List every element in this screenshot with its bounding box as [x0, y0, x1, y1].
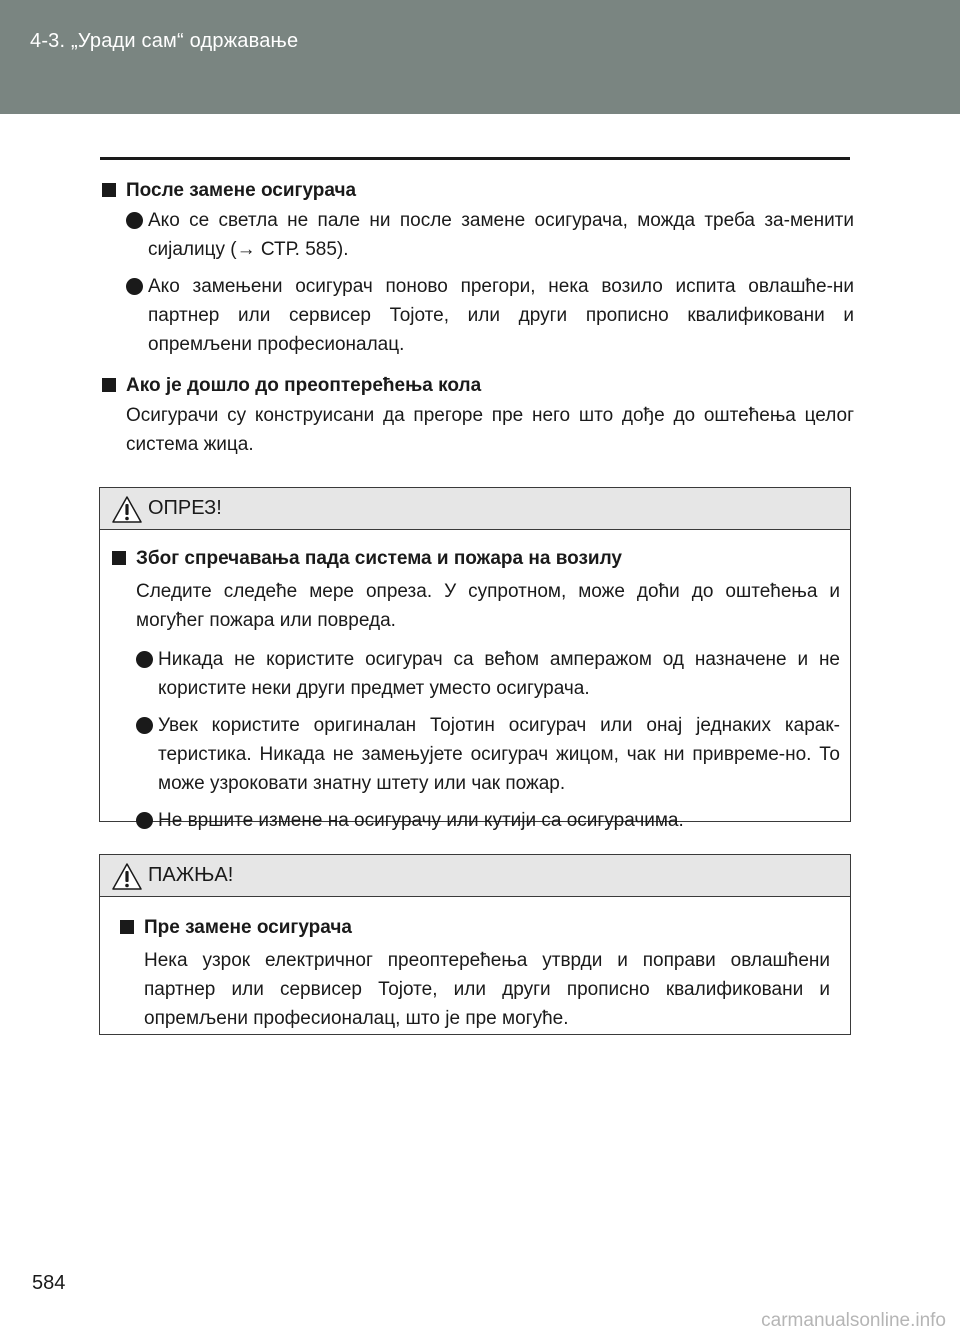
round-bullet-icon	[136, 812, 153, 829]
section-heading	[100, 176, 854, 205]
warning-triangle-icon	[112, 496, 142, 523]
bullet-text: Увек користите оригиналан Тојотин осигурач или онај једнаких карак-теристика. Никада не замењујете осигурач жицом, чак ни привреме-но. То може узроковати знатну штету или чак пожар.	[158, 715, 840, 794]
top-rule	[100, 157, 850, 160]
round-bullet-icon	[136, 651, 153, 668]
caution-heading	[110, 544, 840, 573]
square-bullet-icon	[112, 551, 126, 565]
bullet-text: Ако замењени осигурач поново прегори, нека возило испита овлашће-ни партнер или сервисер Тојоте, или други прописно квалификовани и опремљени професионалац.	[148, 276, 854, 355]
page-header	[0, 0, 960, 114]
warning-triangle-icon	[112, 863, 142, 890]
caution-intro: Следите следеће мере опреза. У супротном, може доћи до оштећења и могућег пожара или повреда.	[136, 581, 840, 631]
caution-label: ОПРЕЗ!	[148, 497, 222, 519]
round-bullet-icon	[136, 717, 153, 734]
notice-box	[99, 854, 851, 1035]
round-bullet-icon	[126, 278, 143, 295]
main-content	[100, 176, 854, 459]
section-heading-text: После замене осигурача	[126, 180, 357, 201]
bullet-item	[100, 272, 854, 359]
section-heading-text: Ако је дошло до преоптерећења кола	[126, 375, 482, 396]
notice-heading-text: Пре замене осигурача	[144, 917, 352, 938]
bullet-text: Никада не користите осигурач са већом ампеpажом од назначене и не користите неки други предмет уместо осигурача.	[158, 649, 840, 699]
caution-body	[100, 530, 850, 859]
watermark: carmanualsonline.info	[761, 1310, 946, 1331]
page-number: 584	[32, 1272, 66, 1294]
section-paragraph: Осигурачи су конструисани да прегоре пре него што дође до оштећења целог система жица.	[126, 405, 854, 455]
square-bullet-icon	[120, 920, 134, 934]
notice-label: ПАЖЊА!	[148, 864, 234, 886]
notice-heading	[118, 913, 830, 942]
bullet-item	[100, 206, 854, 264]
bullet-text: Не вршите измене на осигурачу или кутији са осигурачима.	[158, 810, 684, 831]
notice-body	[100, 897, 850, 1049]
caution-bullet	[110, 806, 840, 835]
bullet-text: Ако се светла не пале ни после замене осигурача, можда треба за-менити сијалицу (→ СТР. 585).	[148, 210, 854, 260]
caution-heading-text: Због спречавања пада система и пожара на возилу	[136, 548, 623, 569]
notice-header	[100, 855, 850, 897]
section-heading	[100, 371, 854, 400]
caution-box	[99, 487, 851, 831]
square-bullet-icon	[102, 378, 116, 392]
square-bullet-icon	[102, 183, 116, 197]
caution-bullet	[110, 645, 840, 703]
round-bullet-icon	[126, 212, 143, 229]
caution-header	[100, 488, 850, 530]
section-title: 4-3. „Уради сам“ одржавање	[30, 30, 299, 52]
caution-bullet	[110, 711, 840, 798]
notice-text: Нека узрок електричног преоптерећења утврди и поправи овлашћени партнер или сервисер Тојоте, или други прописно квалификовани и опремљени професионалац, што је пре могуће.	[144, 950, 830, 1029]
